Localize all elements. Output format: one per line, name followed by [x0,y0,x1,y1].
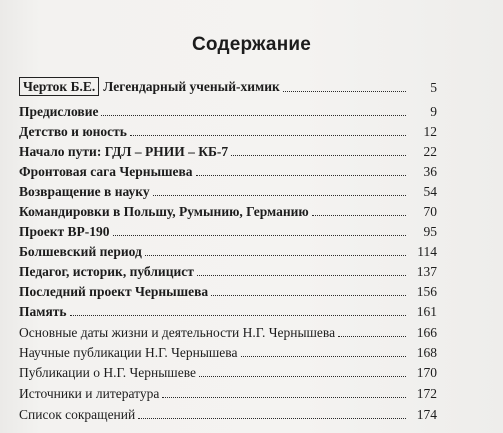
toc-leader-dots [211,295,406,296]
toc-page-number: 174 [416,407,437,422]
toc-leader-dots [199,376,406,377]
toc-entry-label: Список сокращений [19,407,136,422]
toc-leader-dots [312,215,406,216]
toc-page-number: 70 [423,204,437,219]
toc-leader-dots [101,115,406,116]
toc-entry-label: Память [19,304,67,319]
toc-page-number: 156 [416,284,437,299]
toc-page-number: 12 [423,124,437,139]
toc-entry [19,102,437,120]
toc-leader-dots [145,255,406,256]
toc-leader-dots [113,235,406,236]
toc-entry-label: Публикации о Н.Г. Чернышеве [19,365,196,380]
page-title: Содержание [191,34,312,55]
toc-entry [19,363,437,381]
toc-entry-label: Научные публикации Н.Г. Чернышева [19,345,238,360]
toc-page-number: 95 [423,224,437,239]
toc-leader-dots [130,135,406,136]
toc-page-number: 22 [423,144,437,159]
toc-entry [19,242,437,260]
toc-page-number: 9 [430,104,437,119]
toc-entry [19,323,437,341]
toc-leader-dots [231,155,406,156]
toc-entry [19,142,437,160]
toc-entry [19,202,437,220]
toc-entry-label: Источники и литература [19,386,160,401]
toc-leader-dots [70,315,406,316]
toc-entry-label: Педагог, историк, публицист [19,264,194,279]
toc-page-number: 54 [423,184,437,199]
toc-leader-dots [138,418,406,419]
toc-leader-dots [338,336,406,337]
toc-entry [19,282,437,300]
toc-leader-dots [196,175,406,176]
toc-page-number: 36 [423,164,437,179]
toc-entry [19,78,437,96]
toc-page-number: 166 [416,325,437,340]
toc-entry-label: Основные даты жизни и деятельности Н.Г. Чернышева [19,325,336,340]
toc-entry [19,122,437,140]
toc-entry-label-wrap [19,77,280,96]
toc-entry-label: Последний проект Чернышева [19,284,209,299]
toc-page-number: 161 [416,304,437,319]
toc-leader-dots [283,91,406,92]
toc-author-box: Черток Б.Е. [19,77,99,96]
toc-entry-label: Детство и юность [19,124,127,139]
toc-entry-label: Начало пути: ГДЛ – РНИИ – КБ-7 [19,144,229,159]
toc-entry [19,405,437,423]
toc-entry [19,384,437,402]
toc-entry [19,262,437,280]
toc-page-number: 170 [416,365,437,380]
toc-entry-label: Проект ВР-190 [19,224,110,239]
toc-entry-label: Болшевский период [19,244,142,259]
toc-leader-dots [241,356,407,357]
toc-entry-label: Командировки в Польшу, Румынию, Германию [19,204,309,219]
toc-page-number: 168 [416,345,437,360]
toc-page-number: 172 [416,386,437,401]
toc-entry-label: Предисловие [19,104,99,119]
toc-entry [19,343,437,361]
toc-entry [19,162,437,180]
toc-page-number: 5 [430,80,437,95]
toc-entry [19,302,437,320]
toc-entry-label: Возвращение в науку [19,184,150,199]
toc-entry [19,222,437,240]
toc-leader-dots [197,275,406,276]
toc-page-number: 137 [416,264,437,279]
toc-entry-label: Легендарный ученый-химик [103,79,280,94]
toc-leader-dots [162,397,406,398]
toc-entry [19,182,437,200]
toc-leader-dots [153,195,406,196]
toc-page-number: 114 [417,244,437,259]
toc-entry-label: Фронтовая сага Чернышева [19,164,193,179]
